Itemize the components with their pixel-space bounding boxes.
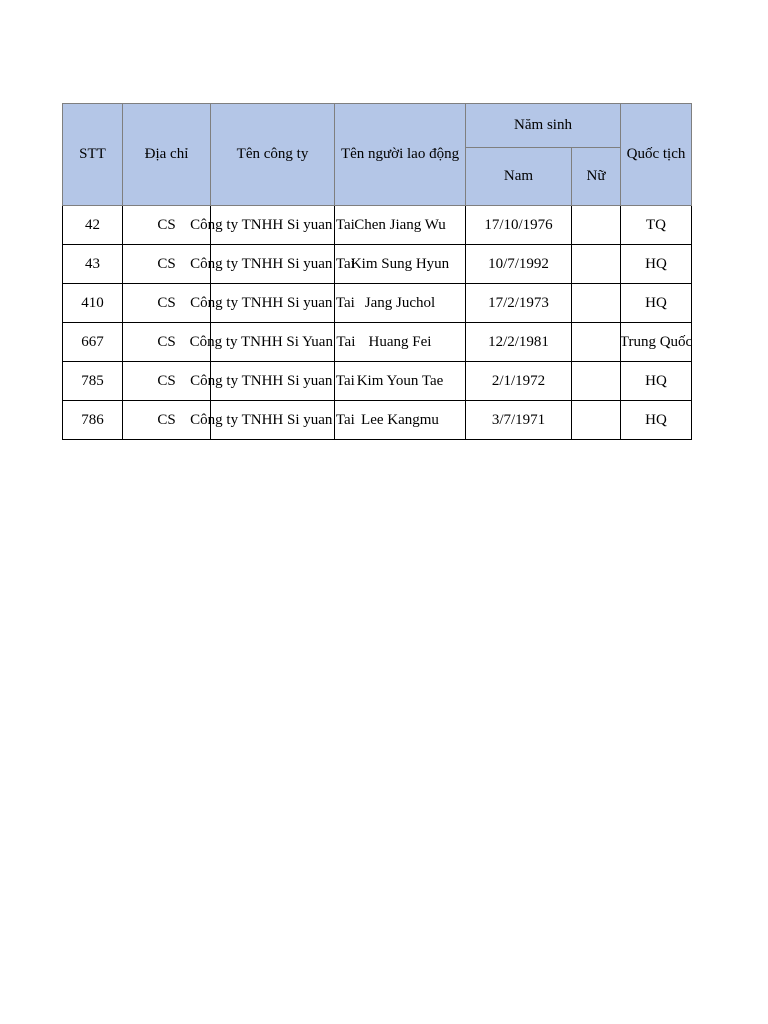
cell-nationality: TQ [621, 206, 692, 245]
cell-nationality: HQ [621, 284, 692, 323]
cell-worker-name: Huang Fei [335, 323, 466, 362]
cell-birth-female [572, 206, 621, 245]
cell-worker-name: Lee Kangmu [335, 401, 466, 440]
cell-company: Công ty TNHH Si yuan Tai [211, 362, 335, 401]
cell-birth-male: 10/7/1992 [466, 245, 572, 284]
table-header [63, 104, 692, 206]
cell-worker-name: Chen Jiang Wu [335, 206, 466, 245]
cell-birth-male: 12/2/1981 [466, 323, 572, 362]
table-row [63, 206, 692, 245]
cell-worker-name: Kim Sung Hyun [335, 245, 466, 284]
cell-stt: 786 [63, 401, 123, 440]
header-company: Tên công ty [211, 104, 335, 206]
worker-table [62, 103, 692, 440]
cell-company: Công ty TNHH Si yuan Tai [211, 206, 335, 245]
cell-worker-name: Jang Juchol [335, 284, 466, 323]
header-birth-year: Năm sinh [466, 104, 621, 148]
cell-birth-male: 17/2/1973 [466, 284, 572, 323]
cell-stt: 43 [63, 245, 123, 284]
table-row [63, 362, 692, 401]
cell-nationality: HQ [621, 401, 692, 440]
cell-stt: 410 [63, 284, 123, 323]
header-nationality: Quốc tịch [621, 104, 692, 206]
table-row [63, 284, 692, 323]
cell-birth-female [572, 323, 621, 362]
cell-birth-male: 3/7/1971 [466, 401, 572, 440]
header-address: Địa chỉ [123, 104, 211, 206]
cell-worker-name: Kim Youn Tae [335, 362, 466, 401]
cell-birth-male: 17/10/1976 [466, 206, 572, 245]
cell-birth-female [572, 362, 621, 401]
header-female: Nữ [572, 148, 621, 206]
spreadsheet-page [62, 103, 692, 440]
cell-address: CS [123, 284, 211, 323]
cell-address: CS [123, 401, 211, 440]
cell-address: CS [123, 362, 211, 401]
table-row [63, 401, 692, 440]
cell-birth-male: 2/1/1972 [466, 362, 572, 401]
header-stt: STT [63, 104, 123, 206]
cell-address: CS [123, 245, 211, 284]
cell-nationality: HQ [621, 362, 692, 401]
cell-address: CS [123, 323, 211, 362]
header-male: Nam [466, 148, 572, 206]
cell-stt: 667 [63, 323, 123, 362]
table-body [63, 206, 692, 440]
cell-company: Công ty TNHH Si yuan Tai [211, 284, 335, 323]
cell-stt: 785 [63, 362, 123, 401]
header-worker-name: Tên người lao động [335, 104, 466, 206]
cell-company: Công ty TNHH Si Yuan Tai [211, 323, 335, 362]
cell-birth-female [572, 284, 621, 323]
cell-nationality: HQ [621, 245, 692, 284]
cell-company: Công ty TNHH Si yuan Tai [211, 401, 335, 440]
cell-stt: 42 [63, 206, 123, 245]
cell-nationality: Trung Quốc [621, 323, 692, 362]
cell-company: Công ty TNHH Si yuan Tai [211, 245, 335, 284]
table-row [63, 323, 692, 362]
cell-birth-female [572, 245, 621, 284]
cell-address: CS [123, 206, 211, 245]
table-row [63, 245, 692, 284]
cell-birth-female [572, 401, 621, 440]
